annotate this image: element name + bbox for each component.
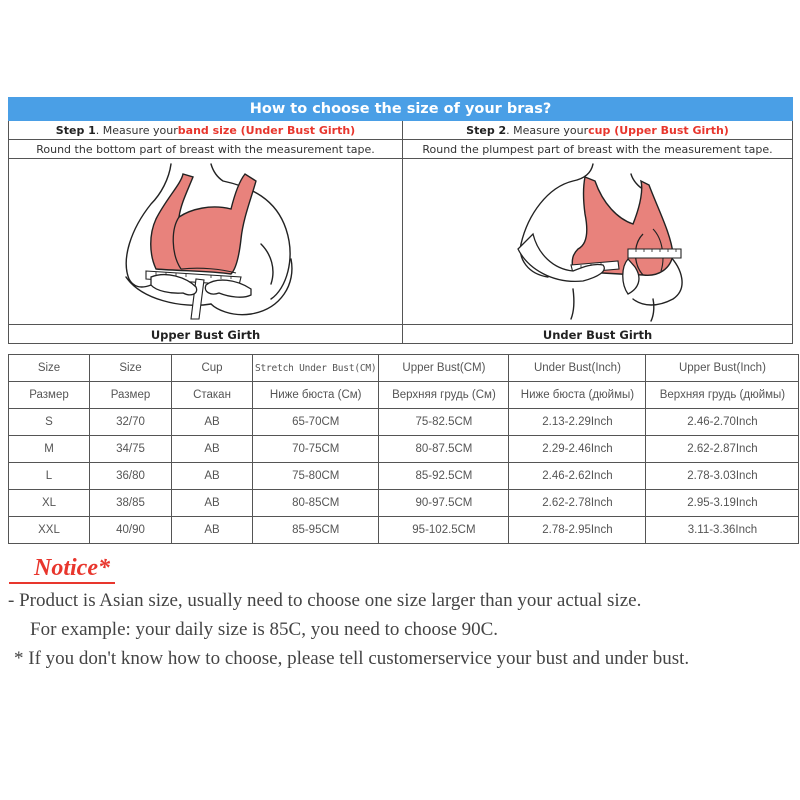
table-cell: XL [9,490,90,517]
header-cell: Размер [9,382,90,409]
header-row-english [9,355,799,382]
table-cell: 95-102.5CM [379,517,509,544]
header-cell: Stretch Under Bust(CM) [253,355,379,382]
table-cell: AB [172,409,253,436]
measuring-under-bust-illustration [9,159,402,325]
header-cell: Size [9,355,90,382]
notice-line-contact: * If you don't know how to choose, please tell customerservice your bust and under bust. [14,648,690,669]
table-cell: 2.62-2.87Inch [646,436,799,463]
table-cell: AB [172,463,253,490]
table-cell: AB [172,436,253,463]
table-cell: 2.62-2.78Inch [509,490,646,517]
table-row [9,490,799,517]
step-1-heading [9,121,402,140]
header-row-russian [9,382,799,409]
step-1-caption: Upper Bust Girth [150,327,261,342]
size-guide-panel [8,97,793,344]
step-1-description: Round the bottom part of breast with the measurement tape. [9,140,402,159]
table-cell: AB [172,517,253,544]
table-row [9,409,799,436]
header-cell: Верхняя грудь (См) [379,382,509,409]
header-cell: Размер [90,382,172,409]
measuring-upper-bust-illustration [403,159,792,325]
step-2-label: Step 2 [466,123,507,137]
table-cell: 85-92.5CM [379,463,509,490]
table-cell: 2.46-2.62Inch [509,463,646,490]
table-cell: 80-85CM [253,490,379,517]
table-cell: 2.78-3.03Inch [646,463,799,490]
notice-line-asian-size: - Product is Asian size, usually need to choose one size larger than your actual size. [8,590,642,611]
size-chart-table [8,354,799,544]
header-cell: Upper Bust(CM) [379,355,509,382]
header-cell: Верхняя грудь (дюймы) [646,382,799,409]
notice-line-example: For example: your daily size is 85C, you need to choose 90C. [30,619,499,640]
step-1-text: . Measure your [95,123,178,137]
table-cell: 65-70CM [253,409,379,436]
step-2-text: . Measure your [506,123,589,137]
header-cell: Ниже бюста (дюймы) [509,382,646,409]
step-1-label: Step 1 [55,123,96,137]
table-cell: AB [172,490,253,517]
table-cell: 38/85 [90,490,172,517]
header-cell: Upper Bust(Inch) [646,355,799,382]
table-cell: 32/70 [90,409,172,436]
table-cell: 80-87.5CM [379,436,509,463]
step-2-column [403,121,792,344]
table-cell: XXL [9,517,90,544]
table-cell: 2.95-3.19Inch [646,490,799,517]
table-cell: 75-80CM [253,463,379,490]
step-2-description: Round the plumpest part of breast with the measurement tape. [403,140,792,159]
table-cell: 3.11-3.36Inch [646,517,799,544]
step-1-column [9,121,403,344]
header-cell: Cup [172,355,253,382]
step-1-highlight: band size (Under Bust Girth) [177,123,356,137]
table-cell: 85-95CM [253,517,379,544]
step-2-highlight: cup (Upper Bust Girth) [588,123,729,137]
guide-title: How to choose the size of your bras? [8,97,793,121]
header-cell: Ниже бюста (См) [253,382,379,409]
bra-measure-icon [503,159,693,324]
header-cell: Size [90,355,172,382]
bra-measure-icon [111,159,301,324]
table-row [9,436,799,463]
table-cell: L [9,463,90,490]
header-cell: Under Bust(Inch) [509,355,646,382]
header-cell: Стакан [172,382,253,409]
table-row [9,517,799,544]
table-cell: 70-75CM [253,436,379,463]
table-cell: 75-82.5CM [379,409,509,436]
table-cell: 2.13-2.29Inch [509,409,646,436]
step-2-caption: Under Bust Girth [542,327,653,342]
table-cell: 40/90 [90,517,172,544]
table-cell: 90-97.5CM [379,490,509,517]
table-cell: 36/80 [90,463,172,490]
table-cell: 34/75 [90,436,172,463]
table-row [9,463,799,490]
notice-heading: Notice* [9,554,115,584]
table-cell: M [9,436,90,463]
table-cell: 2.78-2.95Inch [509,517,646,544]
table-cell: 2.29-2.46Inch [509,436,646,463]
table-cell: S [9,409,90,436]
table-cell: 2.46-2.70Inch [646,409,799,436]
step-2-heading [403,121,792,140]
